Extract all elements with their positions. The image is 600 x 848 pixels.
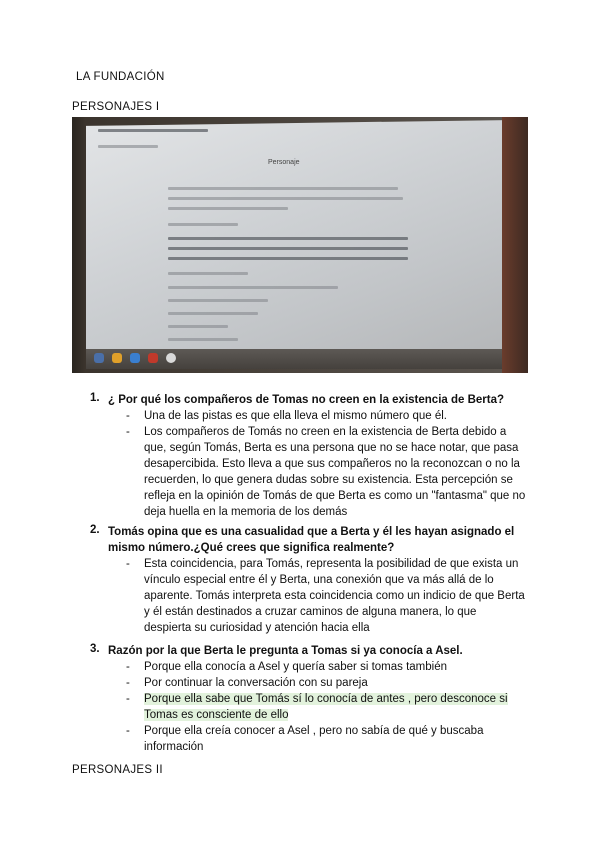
answer-item-highlighted bbox=[126, 691, 526, 723]
answer-item: - Los compañeros de Tomás no creen en la existencia de Berta debido a que, según Tomás, Berta es una persona que no se hace notar, que pasa desapercibida. Esto lleva a que sus compañeros no la reconozcan o no la recuerden, lo que genera dudas sobre su existencia. Esta percepción se refleja en la opinión de Tomás de que Berta es como un "fantasma" que no deja huella en la memoria de los demás bbox=[126, 424, 526, 520]
answer-item: - Esta coincidencia, para Tomás, representa la posibilidad de que exista un vínculo especial entre él y Berta, una conexión que va más allá de lo aparente. Tomás interpreta esta coincidencia como un indicio de que Berta y él están destinados a cruzar caminos de alguna manera, lo que despierta su curiosidad y atención hacia ella bbox=[126, 556, 526, 636]
section-heading-personajes-2: PERSONAJES II bbox=[72, 764, 163, 776]
photo-text-line bbox=[168, 286, 338, 289]
photo-text-line bbox=[98, 129, 208, 132]
photo-text-line bbox=[168, 237, 408, 240]
answer-item: - Porque ella conocía a Asel y quería saber si tomas también bbox=[126, 659, 526, 675]
photo-text-line bbox=[168, 257, 408, 260]
photo-text-line bbox=[168, 187, 398, 190]
answer-list bbox=[126, 659, 526, 755]
photo-text-line bbox=[168, 197, 403, 200]
photo-text-line bbox=[168, 247, 408, 250]
question-text: Tomás opina que es una casualidad que a Berta y él les hayan asignado el mismo número.¿Qué crees que significa realmente? bbox=[108, 526, 515, 554]
photo-text-line bbox=[168, 312, 258, 315]
photo-screen-heading: Personaje bbox=[268, 159, 300, 166]
highlighted-answer-text: Porque ella sabe que Tomás sí lo conocía de antes , pero desconoce si Tomas es consciente de ello bbox=[144, 693, 508, 721]
section-heading-personajes-1: PERSONAJES I bbox=[72, 101, 160, 113]
document-title: LA FUNDACIÓN bbox=[76, 71, 165, 83]
photo-text-line bbox=[98, 145, 158, 148]
taskbar-app-icon bbox=[112, 353, 122, 363]
taskbar-app-icon bbox=[130, 353, 140, 363]
photo-text-line bbox=[168, 299, 268, 302]
answer-item: - Una de las pistas es que ella lleva el mismo número que él. bbox=[126, 408, 526, 424]
taskbar-browser-icon bbox=[166, 353, 176, 363]
answer-list bbox=[126, 556, 526, 636]
photo-text-line bbox=[168, 338, 238, 341]
photo-laptop-frame bbox=[502, 117, 528, 373]
taskbar-app-icon bbox=[148, 353, 158, 363]
photo-text-line bbox=[168, 207, 288, 210]
question-number: 1. bbox=[90, 392, 100, 404]
photo-text-line bbox=[168, 325, 228, 328]
question-text: ¿ Por qué los compañeros de Tomas no creen en la existencia de Berta? bbox=[108, 394, 505, 406]
answer-item: - Porque ella creía conocer a Asel , pero no sabía de qué y buscaba información bbox=[126, 723, 526, 755]
photo-text-line bbox=[168, 272, 248, 275]
embedded-photo bbox=[72, 117, 528, 373]
question-text: Razón por la que Berta le pregunta a Tomas si ya conocía a Asel. bbox=[108, 645, 463, 657]
taskbar-app-icon bbox=[94, 353, 104, 363]
answer-list bbox=[126, 408, 526, 520]
question-number: 3. bbox=[90, 643, 100, 655]
photo-text-line bbox=[168, 223, 238, 226]
photo-laptop-screen bbox=[86, 120, 506, 362]
answer-item: - Por continuar la conversación con su pareja bbox=[126, 675, 526, 691]
question-number: 2. bbox=[90, 524, 100, 536]
